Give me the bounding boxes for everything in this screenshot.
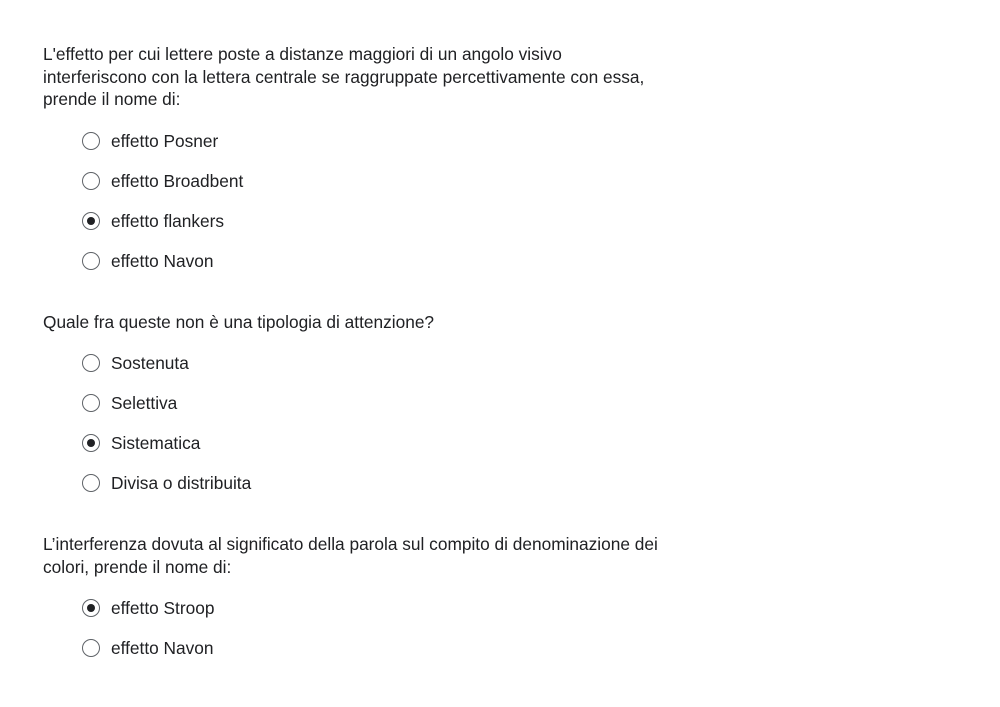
option-effetto-broadbent[interactable] <box>82 161 743 201</box>
option-effetto-stroop[interactable] <box>82 588 743 628</box>
option-label: Selettiva <box>111 393 178 413</box>
option-label: effetto Navon <box>111 638 214 658</box>
radio-button[interactable] <box>82 474 100 492</box>
option-label: effetto flankers <box>111 210 225 231</box>
option-selettiva[interactable] <box>82 383 743 423</box>
question-2 <box>43 311 743 504</box>
question-text: L'effetto per cui lettere poste a distanze maggiori di un angolo visivo interferiscono con la lettera centrale se raggruppate percettivamente con essa, prende il nome di: <box>43 44 645 109</box>
question-text: L’interferenza dovuta al significato della parola sul compito di denominazione dei colori, prende il nome di: <box>43 534 658 577</box>
option-effetto-navon[interactable] <box>82 241 743 281</box>
question-1 <box>43 43 743 281</box>
option-divisa-o-distribuita[interactable] <box>82 463 743 503</box>
question-3 <box>43 533 743 668</box>
option-label: effetto Stroop <box>111 598 215 618</box>
option-sostenuta[interactable] <box>82 343 743 383</box>
radio-button[interactable] <box>82 354 100 372</box>
question-text: Quale fra queste non è una tipologia di attenzione? <box>43 311 435 332</box>
radio-button[interactable] <box>82 434 100 452</box>
option-effetto-posner[interactable] <box>82 121 743 161</box>
option-label: Divisa o distribuita <box>111 473 252 493</box>
radio-button[interactable] <box>82 639 100 657</box>
radio-button[interactable] <box>82 394 100 412</box>
radio-button[interactable] <box>82 172 100 190</box>
option-effetto-flankers[interactable] <box>82 201 743 241</box>
option-label: effetto Broadbent <box>111 170 244 191</box>
option-label: Sistematica <box>111 433 201 453</box>
radio-button[interactable] <box>82 212 100 230</box>
option-label: effetto Posner <box>111 130 219 151</box>
option-effetto-navon[interactable] <box>82 628 743 668</box>
options-list <box>43 588 743 668</box>
options-list <box>43 121 743 281</box>
option-sistematica[interactable] <box>82 423 743 463</box>
option-label: Sostenuta <box>111 353 189 373</box>
option-label: effetto Navon <box>111 250 214 271</box>
radio-button[interactable] <box>82 252 100 270</box>
quiz-form <box>43 43 743 668</box>
radio-button[interactable] <box>82 132 100 150</box>
options-list <box>43 343 743 503</box>
radio-button[interactable] <box>82 599 100 617</box>
